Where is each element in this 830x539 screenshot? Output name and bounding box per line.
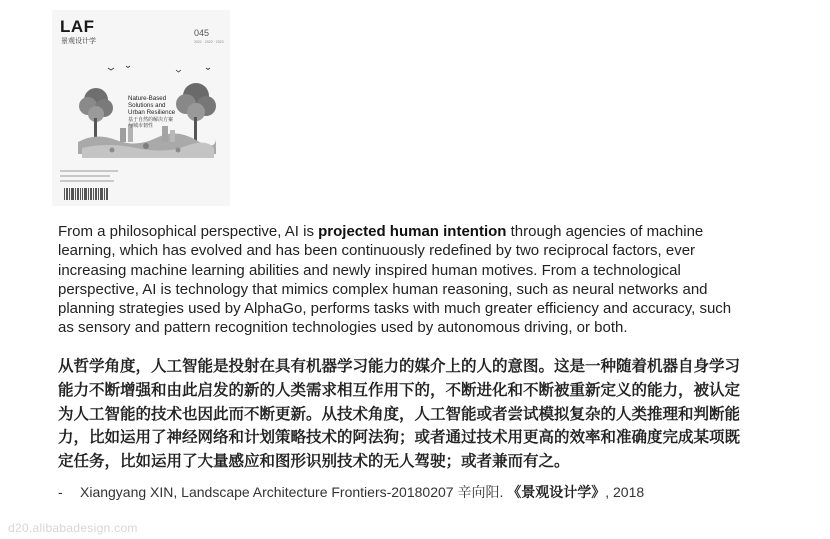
cover-title-line: Solutions and — [128, 102, 166, 109]
watermark: d20.alibabadesign.com — [8, 521, 138, 535]
citation-book: 《景观设计学》 — [507, 484, 606, 500]
cover-footer-lines — [60, 170, 120, 185]
cover-title-cn — [128, 117, 178, 129]
quote-en-bold: projected human intention — [318, 223, 507, 240]
magazine-cover — [52, 10, 230, 206]
citation-year: , 2018 — [605, 484, 645, 500]
cover-logo-subtitle: 景观设计学 — [61, 38, 96, 45]
cover-title-line: Nature-Based — [128, 95, 167, 102]
citation — [58, 482, 758, 502]
quote-en-after: through agencies of machine learning, which has evolved and has been continuously redefined by two reciprocal factors, ever increasing machine learning abilities and newly inspired human motives. From a technological perspective, AI is technology that mimics complex human reasoning, such as neural networks and planning strategies used by AlphaGo, performs tasks with much greater efficiency and accuracy, such as sensory and pattern recognition technologies used by autonomous driving, or both. — [58, 223, 732, 337]
quote-en-before: From a philosophical perspective, AI is — [58, 223, 319, 240]
cover-title-en — [128, 95, 188, 116]
cover-issue-subtitle: 2021 · 2022 · 2023 — [194, 40, 224, 44]
cover-logo: LAF — [60, 17, 95, 36]
citation-text: Xiangyang XIN, Landscape Architecture Frontiers-20180207 辛向阳. — [80, 484, 508, 500]
cover-title-line: Urban Resilience — [128, 109, 176, 116]
cover-title-cn-line: 与城市韧性 — [128, 123, 154, 130]
cover-title-cn-line: 基于自然的解决方案 — [128, 117, 174, 123]
barcode-icon — [64, 188, 112, 200]
citation-dash: - — [58, 484, 63, 500]
quote-english — [58, 222, 743, 338]
cover-issue-number: 045 — [194, 28, 210, 38]
quote-chinese: 从哲学角度，人工智能是投射在具有机器学习能力的媒介上的人的意图。这是一种随着机器自身学习能力不断增强和由此启发的新的人类需求相互作用下的，不断进化和不断被重新定义的能力，被认定为人工智能的技术也因此而不断更新。从技术角度，人工智能或者尝试模拟复杂的人类推理和判断能力，比如运用了神经网络和计划策略技术的阿法狗；或者通过技术用更高的效率和准确度完成某项既定任务，比如运用了大量感应和图形识别技术的无人驾驶；或者兼而有之。 — [58, 358, 741, 471]
